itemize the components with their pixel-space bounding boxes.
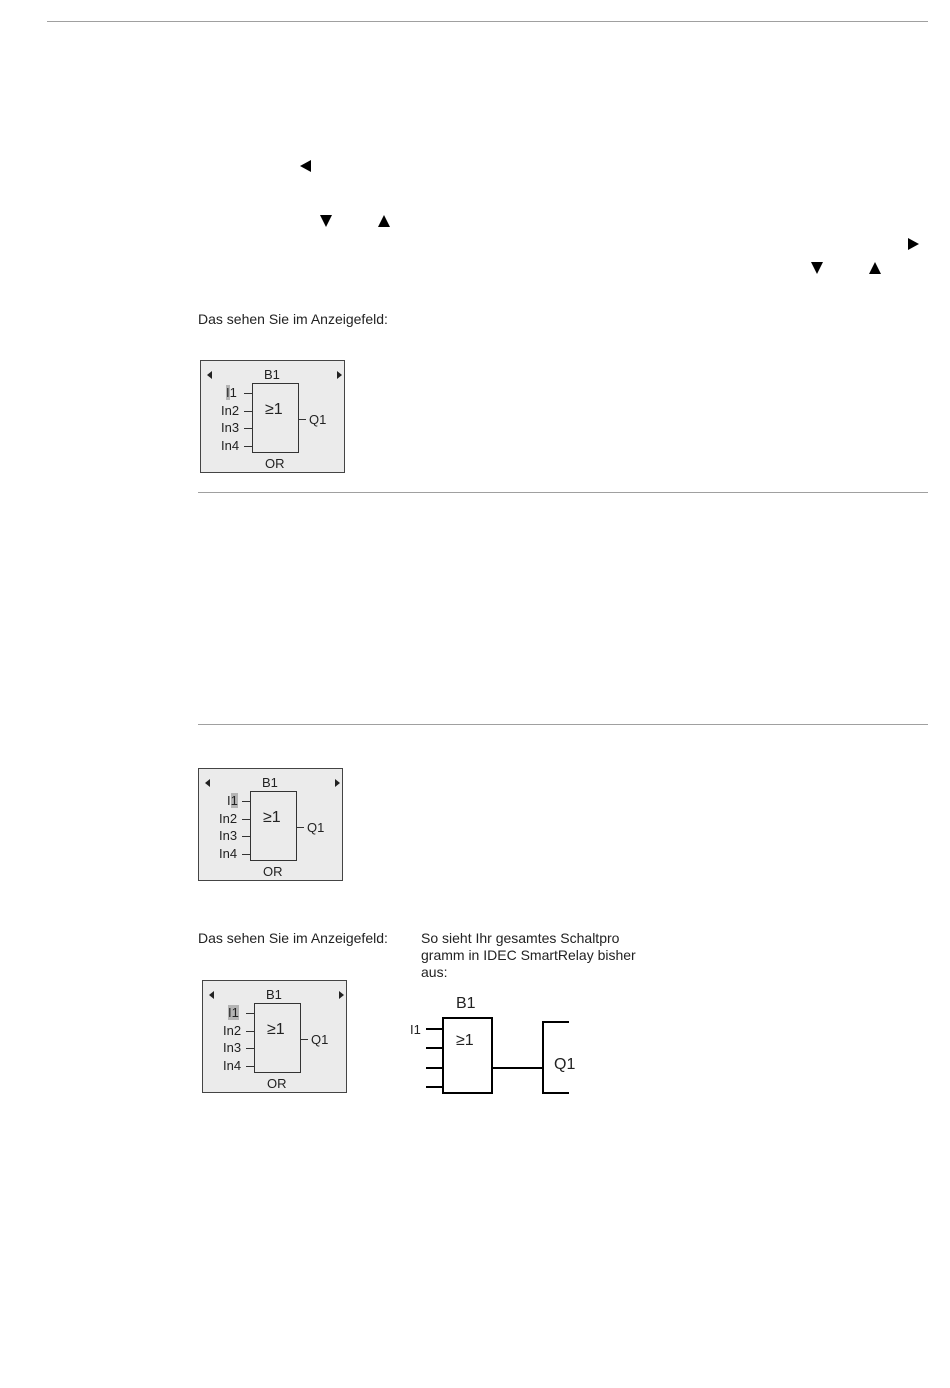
scroll-left-icon (207, 371, 212, 379)
output-label: Q1 (307, 820, 325, 835)
input-4-label: In4 (219, 846, 238, 861)
input-line (242, 836, 250, 837)
program-block-symbol: ≥1 (456, 1032, 474, 1049)
block-symbol: ≥1 (267, 1021, 285, 1038)
input-wire (426, 1047, 442, 1049)
scroll-left-icon (209, 991, 214, 999)
header-rule (47, 21, 928, 22)
input-1-label: I1 (227, 793, 238, 808)
function-block (250, 791, 297, 861)
program-caption: So sieht Ihr gesamtes Schaltpro gramm in IDEC SmartRelay bisher aus: (421, 930, 636, 980)
block-symbol: ≥1 (263, 809, 281, 826)
input-3-label: In3 (223, 1040, 242, 1055)
cursor-right-icon (908, 238, 919, 250)
input-1-label: I1 (226, 385, 237, 400)
cursor-highlight: I1 (228, 1005, 239, 1020)
cursor-up-icon (378, 215, 390, 227)
input-wire (426, 1067, 442, 1069)
block-number: B1 (262, 775, 278, 790)
input-3-label: In3 (221, 420, 240, 435)
output-label: Q1 (309, 412, 327, 427)
scroll-right-icon (337, 371, 342, 379)
input-line (246, 1031, 254, 1032)
cursor-up-icon (869, 262, 881, 274)
input-3-label: In3 (219, 828, 238, 843)
function-block (252, 383, 299, 453)
input-line (246, 1013, 254, 1014)
program-output-label: Q1 (554, 1056, 576, 1073)
scroll-left-icon (205, 779, 210, 787)
output-line (297, 827, 304, 828)
cursor-highlight: 1 (230, 793, 238, 808)
input-line (242, 819, 250, 820)
program-block-number: B1 (456, 995, 476, 1012)
cursor-left-icon (300, 160, 311, 172)
function-name: OR (263, 864, 283, 879)
block-number: B1 (264, 367, 280, 382)
section-divider (198, 724, 928, 725)
lcd-display (200, 360, 345, 473)
input-line (246, 1066, 254, 1067)
input-2-label: In2 (221, 403, 240, 418)
input-line (244, 393, 252, 394)
output-label: Q1 (311, 1032, 329, 1047)
input-1-label (228, 1005, 239, 1020)
lcd-display (202, 980, 347, 1093)
output-line (301, 1039, 308, 1040)
output-bracket (542, 1092, 569, 1094)
input-line (242, 854, 250, 855)
output-bracket (542, 1021, 544, 1094)
display-caption: Das sehen Sie im Anzeigefeld: (198, 930, 388, 946)
input-2-label: In2 (223, 1023, 242, 1038)
program-function-block (442, 1017, 493, 1094)
output-bracket (542, 1021, 569, 1023)
input-line (244, 428, 252, 429)
input-line (244, 411, 252, 412)
input-line (242, 801, 250, 802)
block-symbol: ≥1 (265, 401, 283, 418)
function-name: OR (265, 456, 285, 471)
section-divider (198, 492, 928, 493)
output-line (299, 419, 306, 420)
input-2-label: In2 (219, 811, 238, 826)
program-input-label: I1 (410, 1022, 421, 1037)
cursor-highlight: I (226, 385, 230, 400)
display-caption: Das sehen Sie im Anzeigefeld: (198, 311, 388, 327)
input-4-label: In4 (221, 438, 240, 453)
input-wire (426, 1028, 442, 1030)
output-wire (493, 1067, 543, 1069)
lcd-display (198, 768, 343, 881)
cursor-down-icon (320, 215, 332, 227)
input-line (246, 1048, 254, 1049)
input-line (244, 446, 252, 447)
cursor-down-icon (811, 262, 823, 274)
input-wire (426, 1086, 442, 1088)
function-block (254, 1003, 301, 1073)
program-diagram (405, 995, 585, 1100)
scroll-right-icon (339, 991, 344, 999)
block-number: B1 (266, 987, 282, 1002)
scroll-right-icon (335, 779, 340, 787)
input-4-label: In4 (223, 1058, 242, 1073)
function-name: OR (267, 1076, 287, 1091)
